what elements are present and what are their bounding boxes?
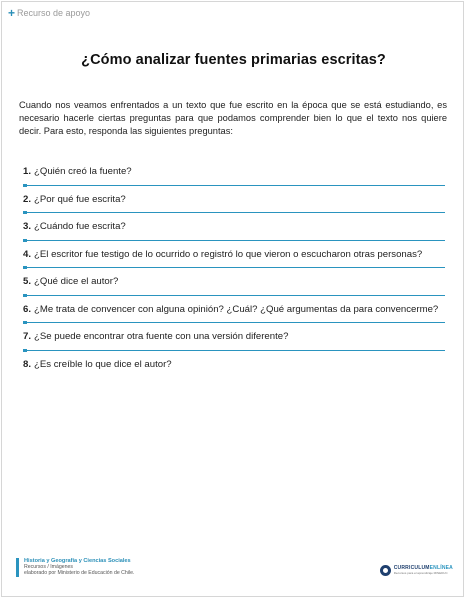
- logo-text: [394, 566, 453, 576]
- question-number: 7.: [23, 331, 32, 342]
- question-item[interactable]: [23, 213, 445, 241]
- question-text: ¿Por qué fue escrita?: [34, 193, 126, 205]
- question-list: [23, 158, 445, 378]
- intro-paragraph: Cuando nos veamos enfrentados a un texto que fue escrito en la época que se está estudiando, es necesario hacerle ciertas preguntas para que podamos comprender bien lo que el texto nos quiere decir. Para esto, responda las siguientes preguntas:: [19, 100, 447, 137]
- question-number: 1.: [23, 166, 32, 177]
- question-text: ¿El escritor fue testigo de lo ocurrido o registró lo que vieron o escucharon otras personas?: [34, 248, 423, 260]
- question-item[interactable]: [23, 296, 445, 324]
- question-number: 2.: [23, 193, 32, 205]
- question-number: 5.: [23, 276, 32, 287]
- plus-icon: +: [8, 5, 16, 20]
- question-item[interactable]: [23, 186, 445, 214]
- question-text: ¿Me trata de convencer con alguna opinión? ¿Cuál? ¿Qué argumentas da para convencerme?: [34, 303, 439, 315]
- footer-category: Recursos / Imágenes: [24, 564, 74, 571]
- question-number: 4.: [23, 248, 32, 260]
- logo-wordmark: CURRICULUMENLÍNEA: [393, 564, 453, 571]
- resource-tag[interactable]: [8, 5, 91, 20]
- footer-subject: Historia y Geografía y Ciencias Sociales: [24, 558, 131, 564]
- question-number: 6.: [23, 303, 32, 315]
- resource-label: Recurso de apoyo: [17, 8, 91, 18]
- question-item[interactable]: [23, 351, 445, 379]
- question-item[interactable]: [23, 241, 445, 269]
- question-number: 8.: [23, 358, 32, 370]
- question-text: ¿Qué dice el autor?: [34, 276, 119, 287]
- curriculum-logo-icon: [380, 565, 391, 576]
- footer-credits: [16, 558, 134, 577]
- question-item[interactable]: [23, 268, 445, 296]
- curriculum-logo[interactable]: [380, 565, 453, 576]
- footer-credit: elaborado por Ministerio de Educación de Chile.: [24, 570, 135, 577]
- logo-tagline: Recursos para el aprendizaje MINEDUC: [393, 570, 448, 575]
- question-text: ¿Se puede encontrar otra fuente con una versión diferente?: [34, 331, 289, 342]
- question-item[interactable]: [23, 323, 445, 351]
- question-text: ¿Es creíble lo que dice el autor?: [34, 358, 172, 370]
- page-title: ¿Cómo analizar fuentes primarias escritas?: [81, 52, 386, 68]
- question-item[interactable]: [23, 158, 445, 186]
- question-text: ¿Quién creó la fuente?: [34, 166, 132, 177]
- question-text: ¿Cuándo fue escrita?: [34, 221, 126, 232]
- question-number: 3.: [23, 221, 32, 232]
